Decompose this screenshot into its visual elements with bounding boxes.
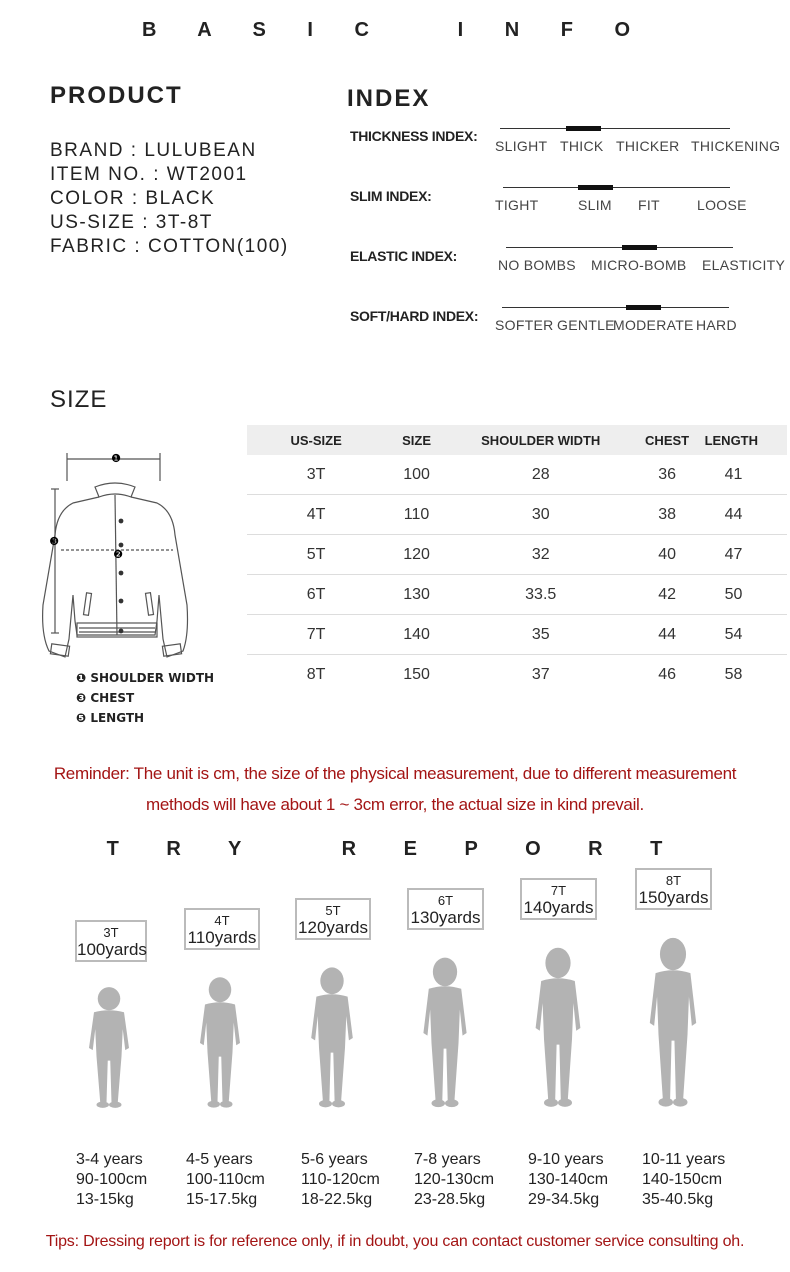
try-info — [642, 1150, 725, 1210]
try-size-label: 3T — [103, 925, 119, 940]
product-details — [50, 139, 289, 259]
thickness-index-label: THICKNESS INDEX: — [350, 128, 478, 144]
column-header: SHOULDER WIDTH — [448, 425, 634, 455]
slim-index-label: SLIM INDEX: — [350, 188, 432, 204]
size-heading: SIZE — [50, 386, 108, 413]
tips-note: Tips: Dressing report is for reference only, if in doubt, you can contact customer service consulting oh. — [45, 1233, 745, 1250]
table-row — [247, 575, 787, 615]
table-cell: 30 — [448, 495, 634, 535]
table-header-row — [247, 425, 787, 455]
table-cell: 42 — [634, 575, 701, 615]
table-cell: 38 — [634, 495, 701, 535]
table-cell: 50 — [701, 575, 787, 615]
size-table — [247, 425, 787, 694]
table-cell: 40 — [634, 535, 701, 575]
try-age: 10-11 years — [642, 1151, 726, 1168]
product-brand: BRAND : LULUBEAN — [50, 140, 257, 161]
scale-option: THICKENING — [691, 138, 781, 154]
try-height-label: 100yards — [77, 940, 147, 959]
soft-hard-index-label: SOFT/HARD INDEX: — [350, 308, 479, 324]
slim-index-scale — [495, 187, 747, 213]
child-silhouette-icon — [530, 945, 586, 1111]
scale-line — [502, 307, 729, 308]
product-color: COLOR : BLACK — [50, 188, 216, 209]
scale-option: TIGHT — [495, 197, 539, 213]
table-cell: 28 — [448, 455, 634, 495]
scale-line — [500, 128, 730, 129]
try-info — [528, 1150, 608, 1210]
scale-line — [506, 247, 733, 248]
try-weight: 29-34.5kg — [528, 1191, 600, 1208]
table-row — [247, 535, 787, 575]
try-weight: 35-40.5kg — [642, 1191, 714, 1208]
try-size-box — [75, 920, 147, 962]
table-cell: 44 — [634, 615, 701, 655]
scale-option: THICKER — [616, 138, 680, 154]
elastic-index-label: ELASTIC INDEX: — [350, 248, 458, 264]
scale-option: LOOSE — [697, 197, 747, 213]
try-weight: 18-22.5kg — [301, 1191, 373, 1208]
scale-option: GENTLE — [557, 317, 615, 333]
try-age: 5-6 years — [301, 1151, 368, 1168]
try-age: 3-4 years — [76, 1151, 143, 1168]
marker-shoulder: ❶ — [111, 452, 121, 465]
try-info — [301, 1150, 380, 1210]
scale-selected-marker — [622, 245, 657, 250]
table-cell: 8T — [306, 665, 326, 683]
table-cell: 110 — [385, 495, 448, 535]
scale-option: FIT — [638, 197, 660, 213]
table-cell: 41 — [701, 455, 787, 495]
scale-line — [503, 187, 730, 188]
try-report-title-text: T R Y R E P O R T — [106, 838, 684, 860]
scale-option: HARD — [696, 317, 737, 333]
scale-option: SLIGHT — [495, 138, 548, 154]
basic-info-title-text: B A S I C I N F O — [141, 19, 649, 41]
product-us-size: US-SIZE : 3T-8T — [50, 212, 213, 233]
child-silhouette-icon — [644, 935, 702, 1111]
try-size-label: 7T — [550, 883, 567, 898]
reminder-line-2: methods will have about 1 ~ 3cm error, the actual size in kind prevail. — [146, 795, 644, 814]
try-height-label: 150yards — [638, 888, 709, 907]
child-silhouette-icon — [418, 955, 472, 1111]
table-cell: 47 — [701, 535, 787, 575]
table-cell: 36 — [634, 455, 701, 495]
try-height-label: 110yards — [187, 928, 257, 947]
child-silhouette-icon — [84, 985, 134, 1111]
scale-selected-marker — [626, 305, 661, 310]
table-cell: 150 — [403, 665, 430, 683]
table-cell: 130 — [385, 575, 448, 615]
try-size-label: 8T — [665, 873, 682, 888]
marker-chest: ❷ — [113, 548, 123, 561]
reminder-note — [0, 758, 790, 820]
try-size-box — [295, 898, 371, 940]
scale-option: SOFTER — [495, 317, 554, 333]
table-cell: 37 — [531, 665, 550, 683]
scale-option: MICRO-BOMB — [591, 257, 687, 273]
column-header: CHEST — [634, 425, 701, 455]
scale-selected-marker — [566, 126, 601, 131]
table-cell: 58 — [724, 665, 743, 683]
scale-selected-marker — [578, 185, 613, 190]
soft-hard-index-scale — [495, 307, 737, 333]
table-cell: 35 — [448, 615, 634, 655]
try-age: 4-5 years — [186, 1151, 253, 1168]
legend-chest: ❸ CHEST — [76, 691, 135, 705]
scale-option: MODERATE — [613, 317, 694, 333]
try-info — [76, 1150, 147, 1210]
try-info — [186, 1150, 265, 1210]
product-fabric: FABRIC : COTTON(100) — [50, 236, 289, 257]
child-silhouette-icon — [306, 965, 358, 1111]
column-header: US-SIZE — [247, 425, 385, 455]
table-cell: 46 — [658, 665, 676, 683]
try-height-range: 120-130cm — [414, 1171, 495, 1188]
reminder-line-1: Reminder: The unit is cm, the size of the physical measurement, due to different measurement — [53, 764, 737, 783]
try-size-label: 6T — [437, 893, 454, 908]
try-size-label: 5T — [325, 903, 341, 918]
table-cell: 44 — [701, 495, 787, 535]
table-row — [247, 495, 787, 535]
try-size-box — [184, 908, 260, 950]
table-cell: 5T — [247, 535, 385, 575]
try-age: 7-8 years — [414, 1151, 481, 1168]
try-weight: 23-28.5kg — [414, 1191, 486, 1208]
child-silhouette-icon — [195, 975, 245, 1111]
thickness-index-scale — [495, 128, 781, 154]
table-cell: 7T — [247, 615, 385, 655]
scale-option: ELASTICITY — [702, 257, 786, 273]
product-heading: PRODUCT — [50, 82, 183, 109]
try-height-range: 90-100cm — [76, 1171, 148, 1188]
try-height-label: 120yards — [298, 918, 368, 937]
try-weight: 15-17.5kg — [186, 1191, 258, 1208]
scale-option: NO BOMBS — [498, 257, 576, 273]
marker-length: ❸ — [49, 535, 59, 548]
product-item-no: ITEM NO. : WT2001 — [50, 164, 248, 185]
table-cell: 33.5 — [448, 575, 634, 615]
legend-length: ❺ LENGTH — [76, 711, 145, 725]
table-cell: 140 — [385, 615, 448, 655]
table-row — [247, 615, 787, 655]
try-size-box — [407, 888, 484, 930]
table-cell: 4T — [247, 495, 385, 535]
index-heading: INDEX — [347, 85, 431, 112]
jacket-diagram — [35, 445, 195, 670]
try-height-range: 110-120cm — [301, 1171, 380, 1188]
try-info — [414, 1150, 494, 1210]
table-cell: 32 — [448, 535, 634, 575]
try-size-box — [635, 868, 712, 910]
try-age: 9-10 years — [528, 1151, 604, 1168]
try-height-label: 140yards — [523, 898, 594, 917]
size-legend — [76, 668, 214, 728]
scale-option: SLIM — [578, 197, 612, 213]
table-cell: 3T — [247, 455, 385, 495]
jacket-buttons — [119, 519, 124, 634]
try-size-box — [520, 878, 597, 920]
try-size-label: 4T — [214, 913, 230, 928]
table-cell: 100 — [385, 455, 448, 495]
try-height-range: 130-140cm — [528, 1171, 609, 1188]
table-row — [247, 655, 787, 695]
try-height-label: 130yards — [410, 908, 481, 927]
table-cell: 6T — [247, 575, 385, 615]
try-height-range: 140-150cm — [642, 1171, 723, 1188]
scale-option: THICK — [560, 138, 604, 154]
try-height-range: 100-110cm — [186, 1171, 265, 1188]
table-cell: 54 — [701, 615, 787, 655]
column-header: LENGTH — [701, 425, 787, 455]
table-row — [247, 455, 787, 495]
table-cell: 120 — [385, 535, 448, 575]
legend-shoulder-width: ❶ SHOULDER WIDTH — [76, 671, 215, 685]
column-header: SIZE — [385, 425, 448, 455]
elastic-index-scale — [498, 247, 786, 273]
try-weight: 13-15kg — [76, 1191, 134, 1208]
try-report-title — [0, 838, 790, 861]
basic-info-title — [0, 19, 790, 42]
